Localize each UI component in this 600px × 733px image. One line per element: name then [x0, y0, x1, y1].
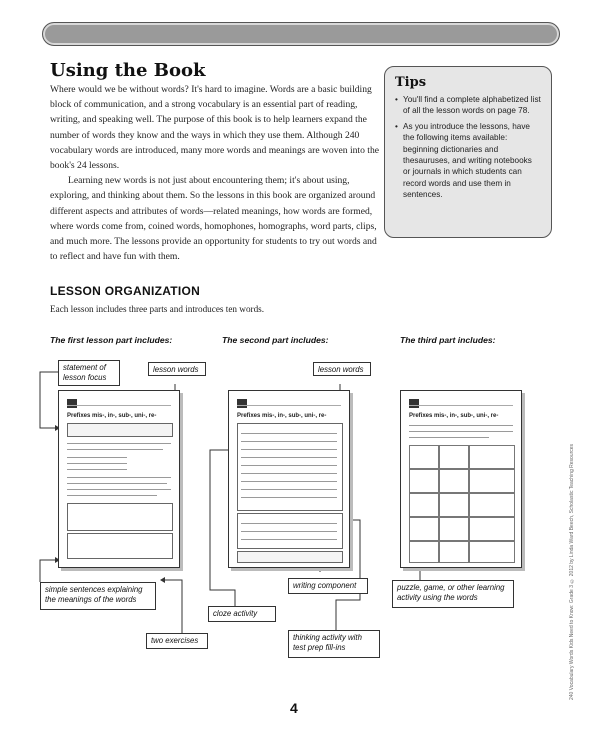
page-title: Using the Book — [50, 60, 206, 81]
column-heading-first: The first lesson part includes: — [50, 335, 173, 345]
exercise-box — [67, 533, 173, 559]
tips-item: • As you introduce the lessons, have the following items available: beginning dictionaries and thesauruses, and writing notebooks or journals in which students can record words and use them in sentences. — [403, 121, 541, 201]
callout-two-exercises: two exercises — [146, 633, 208, 649]
tips-title: Tips — [395, 75, 427, 90]
page-number: 4 — [290, 700, 298, 716]
lesson-title: Prefixes mis-, in-, sub-, uni-, re- — [237, 413, 327, 419]
callout-puzzle: puzzle, game, or other learning activity using the words — [392, 580, 514, 608]
lesson-page-1-thumbnail — [58, 390, 180, 568]
name-line — [67, 399, 171, 406]
name-line — [237, 399, 341, 406]
column-heading-third: The third part includes: — [400, 335, 496, 345]
name-line — [409, 399, 513, 406]
callout-cloze: cloze activity — [208, 606, 276, 622]
writing-box — [237, 551, 343, 563]
exercise-box — [67, 503, 173, 531]
intro-paragraph-1: Where would we be without words? It's hard to imagine. Words are a basic building block of communication, and a strong vocabulary is an essential part of reading, writing, and speaking well. The purpose of this book is to help learners expand the number of words they know and the ways in which they use them. Although 240 vocabulary words are introduced, many more words and meanings are woven into the book's 24 lessons. — [50, 84, 380, 172]
callout-lesson-words-1: lesson words — [148, 362, 206, 376]
callout-statement: statement of lesson focus — [58, 360, 120, 386]
side-credit: 240 Vocabulary Words Kids Need to Know: Grade 3 © 2012 by Linda Ward Beech, Scholastic Teaching Resources — [569, 443, 575, 700]
callout-thinking: thinking activity with test prep fill-ins — [288, 630, 380, 658]
section-heading: LESSON ORGANIZATION — [50, 284, 201, 298]
column-heading-second: The second part includes: — [222, 335, 329, 345]
callout-simple-sentences: simple sentences explaining the meanings of the words — [40, 582, 156, 610]
lesson-title: Prefixes mis-, in-, sub-, uni-, re- — [409, 413, 499, 419]
lesson-title: Prefixes mis-, in-, sub-, uni-, re- — [67, 413, 157, 419]
word-box — [67, 423, 173, 437]
callout-writing: writing component — [288, 578, 368, 594]
section-intro: Each lesson includes three parts and introduces ten words. — [50, 304, 265, 314]
tips-item: • You'll find a complete alphabetized list of all the lesson words on page 78. — [403, 94, 541, 117]
intro-paragraph-2: Learning new words is not just about encountering them; it's about using, exploring, and thinking about them. So the lessons in this book are organized around different aspects and attributes of words—related meanings, how words are formed, where words come from, coined words, homophones, homographs, word parts, clips, and much more. The lessons provide an opportunity for students to try out words and to reflect and have fun with them. — [50, 175, 377, 263]
lesson-page-2-thumbnail — [228, 390, 350, 568]
callout-lesson-words-2: lesson words — [313, 362, 371, 376]
lesson-page-3-thumbnail — [400, 390, 522, 568]
